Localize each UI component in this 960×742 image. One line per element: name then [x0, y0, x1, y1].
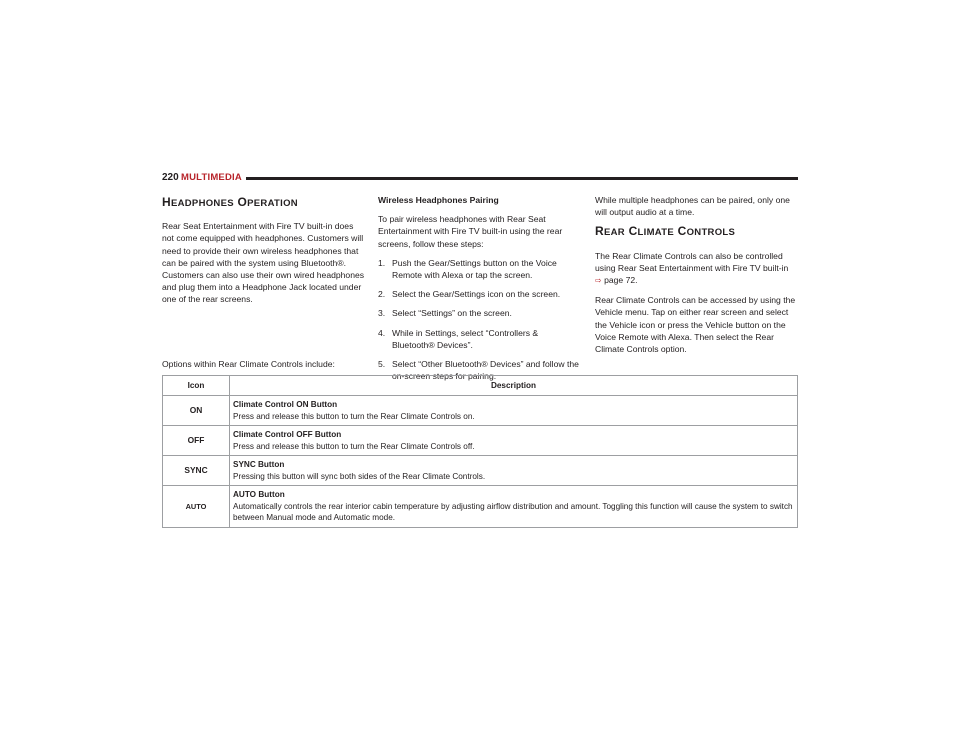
icon-column-header: Icon	[163, 376, 230, 396]
list-item: 3. Select “Settings” on the screen.	[378, 308, 512, 319]
on-button-icon: ON	[163, 396, 230, 426]
pairing-steps	[378, 257, 582, 383]
multiple-headphones-note: While multiple headphones can be paired, only one will output audio at a time.	[595, 195, 790, 218]
page-reference-link[interactable]: page 72.	[604, 275, 638, 286]
sync-button-icon: SYNC	[163, 456, 230, 486]
description-column-header: Description	[230, 376, 798, 396]
list-item: 1. Push the Gear/Settings button on the Voice Remote with Alexa or tap the screen.	[378, 257, 557, 281]
column-pairing	[378, 194, 582, 389]
table-header-row	[163, 376, 798, 396]
table-intro: Options within Rear Climate Controls include:	[162, 359, 335, 369]
header-rule	[246, 177, 798, 180]
page-number: 220	[162, 172, 179, 183]
climate-options-table	[162, 375, 798, 528]
section-name: MULTIMEDIA	[181, 172, 242, 183]
column-rear-climate	[595, 194, 799, 362]
rear-climate-access: Rear Climate Controls can be accessed by using the Vehicle menu. Tap on either rear screen and select the Vehicle icon or press the Vehicle button on the Voice Remote with Alexa. Then select the Rear Climate Controls option.	[595, 295, 796, 355]
row-description: SYNC Button Pressing this button will sync both sides of the Rear Climate Controls.	[230, 456, 798, 486]
column-headphones	[162, 194, 366, 313]
off-button-icon: OFF	[163, 426, 230, 456]
table-row	[163, 456, 798, 486]
row-description: Climate Control ON Button Press and release this button to turn the Rear Climate Controls on.	[230, 396, 798, 426]
rear-climate-intro: The Rear Climate Controls can also be controlled using Rear Seat Entertainment with Fire TV built-in ⇨ page 72.	[595, 250, 789, 286]
rear-climate-controls-heading: REAR CLIMATE CONTROLS	[595, 224, 736, 239]
page-header	[162, 172, 798, 188]
row-description: AUTO Button Automatically controls the rear interior cabin temperature by adjusting airflow distribution and amount. Toggling this function will cause the system to switch between Manual mode and Automatic mode.	[230, 486, 798, 528]
list-item: 5. Select “Other Bluetooth® Devices” and follow the on-screen steps for pairing.	[378, 359, 579, 382]
auto-button-icon: AUTO	[163, 486, 230, 528]
pairing-intro: To pair wireless headphones with Rear Seat Entertainment with Fire TV built-in using the rear screens, follow these steps:	[378, 214, 563, 249]
pairing-subheading: Wireless Headphones Pairing	[378, 195, 499, 205]
row-description: Climate Control OFF Button Press and release this button to turn the Rear Climate Controls off.	[230, 426, 798, 456]
list-item: 4. While in Settings, select “Controllers & Bluetooth® Devices”.	[378, 327, 539, 350]
headphones-operation-heading: HEADPHONES OPERATION	[162, 195, 298, 209]
table-row	[163, 486, 798, 528]
page-reference-arrow-icon: ⇨	[595, 276, 602, 286]
table-row	[163, 396, 798, 426]
headphones-paragraph: Rear Seat Entertainment with Fire TV built-in does not come equipped with headphones. Customers will need to provide their own wireless headphones that can be paired with the system using Bluetooth®. Customers can also use their own wired headphones and plug them into a Headphone Jack located under one of the rear screens.	[162, 221, 365, 305]
table-row	[163, 426, 798, 456]
list-item: 2. Select the Gear/Settings icon on the screen.	[378, 289, 561, 300]
